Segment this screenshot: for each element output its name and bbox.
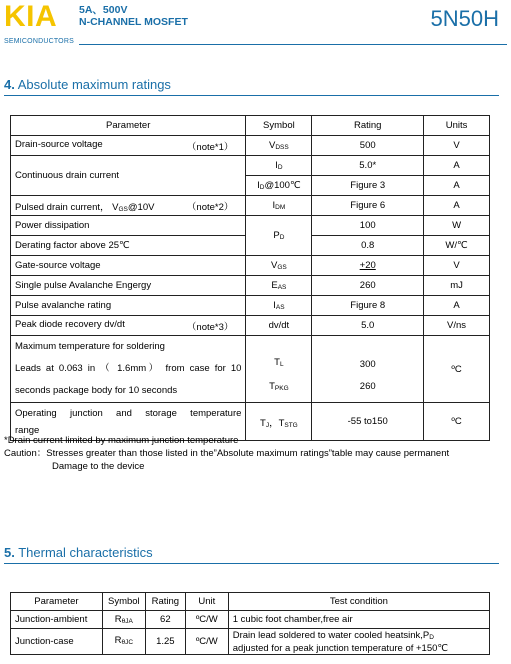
symbol-cell: dv/dt bbox=[246, 316, 312, 336]
section-5-heading: Thermal characteristics bbox=[18, 545, 153, 560]
rating-cell: Figure 3 bbox=[312, 176, 424, 196]
section-5-title bbox=[4, 545, 153, 560]
param-cell: Drain-source voltage （note*1） bbox=[11, 136, 246, 156]
rating-cell: 260 bbox=[312, 276, 424, 296]
rating-cell: 100 bbox=[312, 216, 424, 236]
unit-cell: ºC/W bbox=[185, 611, 228, 629]
company-logo-subtitle: SEMICONDUCTORS bbox=[4, 38, 74, 45]
header-symbol: Symbol bbox=[102, 593, 145, 611]
unit-cell: A bbox=[424, 176, 490, 196]
param-cell: Derating factor above 25℃ bbox=[11, 236, 246, 256]
table-row bbox=[11, 611, 490, 629]
thermal-characteristics-table bbox=[10, 592, 490, 655]
symbol-cell: PD bbox=[246, 216, 312, 256]
rating-cell: 5.0* bbox=[312, 156, 424, 176]
device-rating-line: 5A、500V bbox=[79, 4, 128, 16]
symbol-cell: EAS bbox=[246, 276, 312, 296]
param-cell: Peak diode recovery dv/dt （note*3） bbox=[11, 316, 246, 336]
table-header-row bbox=[11, 116, 490, 136]
rating-cell: +20 bbox=[312, 256, 424, 276]
section-5-divider bbox=[4, 563, 499, 564]
absolute-max-ratings-table bbox=[10, 115, 490, 441]
table-row bbox=[11, 629, 490, 655]
unit-cell: A bbox=[424, 296, 490, 316]
unit-cell: W/℃ bbox=[424, 236, 490, 256]
table-row bbox=[11, 196, 490, 216]
condition-cell: Drain lead soldered to water cooled heatsink,PD adjusted for a peak junction temperature of +150℃ bbox=[228, 629, 489, 655]
section-4-title bbox=[4, 77, 171, 92]
param-cell: Junction-case bbox=[11, 629, 103, 655]
header-unit: Unit bbox=[185, 593, 228, 611]
unit-cell: A bbox=[424, 156, 490, 176]
param-cell: Continuous drain current bbox=[11, 156, 246, 196]
rating-cell: 5.0 bbox=[312, 316, 424, 336]
header-rating: Rating bbox=[312, 116, 424, 136]
header-units: Units bbox=[424, 116, 490, 136]
param-cell: Pulse avalanche rating bbox=[11, 296, 246, 316]
unit-cell: V bbox=[424, 256, 490, 276]
section-4-divider bbox=[4, 95, 499, 96]
param-cell: Maximum temperature for soldering Leads at 0.063 in （ 1.6mm） from case for 10 seconds package body for 10 seconds bbox=[11, 336, 246, 403]
rating-cell: Figure 6 bbox=[312, 196, 424, 216]
table-header-row bbox=[11, 593, 490, 611]
device-type-line: N-CHANNEL MOSFET bbox=[79, 16, 188, 28]
rating-cell: 500 bbox=[312, 136, 424, 156]
symbol-cell: IAS bbox=[246, 296, 312, 316]
unit-cell: ºC bbox=[424, 336, 490, 403]
rating-cell: 300 260 bbox=[312, 336, 424, 403]
table-row bbox=[11, 256, 490, 276]
rating-cell: 0.8 bbox=[312, 236, 424, 256]
caution-line: Caution：Stresses greater than those listed in the”Absolute maximum ratings”table may cause permanent bbox=[4, 448, 450, 459]
table-notes bbox=[4, 434, 449, 473]
param-cell: Pulsed drain current， VGS@10V （note*2） bbox=[11, 196, 246, 216]
unit-cell: mJ bbox=[424, 276, 490, 296]
caution-continuation: Damage to the device bbox=[52, 461, 145, 472]
unit-cell: ºC bbox=[424, 403, 490, 441]
table-row bbox=[11, 136, 490, 156]
device-spec bbox=[79, 4, 188, 28]
table-row bbox=[11, 336, 490, 403]
section-4-heading: Absolute maximum ratings bbox=[17, 77, 171, 92]
table-row bbox=[11, 216, 490, 236]
param-cell: Power dissipation bbox=[11, 216, 246, 236]
symbol-cell: RθJA bbox=[102, 611, 145, 629]
rating-cell: Figure 8 bbox=[312, 296, 424, 316]
unit-cell: ºC/W bbox=[185, 629, 228, 655]
table-row bbox=[11, 296, 490, 316]
symbol-cell: RθJC bbox=[102, 629, 145, 655]
unit-cell: W bbox=[424, 216, 490, 236]
header-divider bbox=[79, 44, 507, 45]
table-row bbox=[11, 156, 490, 176]
rating-cell: -55 to150 bbox=[312, 403, 424, 441]
header-symbol: Symbol bbox=[246, 116, 312, 136]
condition-cell: 1 cubic foot chamber,free air bbox=[228, 611, 489, 629]
header-parameter: Parameter bbox=[11, 593, 103, 611]
param-cell: Gate-source voltage bbox=[11, 256, 246, 276]
company-logo: KIA bbox=[4, 0, 58, 33]
unit-cell: V bbox=[424, 136, 490, 156]
table-row bbox=[11, 316, 490, 336]
footnote: *Drain current limited by maximum junction temperature bbox=[4, 435, 239, 446]
header-test-condition: Test condition bbox=[228, 593, 489, 611]
param-cell: Junction-ambient bbox=[11, 611, 103, 629]
symbol-cell: VGS bbox=[246, 256, 312, 276]
param-cell: Operating junction and storage temperature range bbox=[11, 403, 246, 441]
part-number: 5N50H bbox=[430, 6, 499, 31]
symbol-cell: ID bbox=[246, 156, 312, 176]
symbol-cell: TJ，TSTG bbox=[246, 403, 312, 441]
header-rating: Rating bbox=[145, 593, 185, 611]
rating-cell: 1.25 bbox=[145, 629, 185, 655]
unit-cell: V/ns bbox=[424, 316, 490, 336]
symbol-cell: ID@100℃ bbox=[246, 176, 312, 196]
symbol-cell: IDM bbox=[246, 196, 312, 216]
unit-cell: A bbox=[424, 196, 490, 216]
symbol-cell: TL TPKG bbox=[246, 336, 312, 403]
table-row bbox=[11, 276, 490, 296]
param-cell: Single pulse Avalanche Engergy bbox=[11, 276, 246, 296]
symbol-cell: VDSS bbox=[246, 136, 312, 156]
rating-cell: 62 bbox=[145, 611, 185, 629]
header-parameter: Parameter bbox=[11, 116, 246, 136]
section-4-number: 4. bbox=[4, 77, 15, 92]
section-5-number: 5. bbox=[4, 545, 15, 560]
